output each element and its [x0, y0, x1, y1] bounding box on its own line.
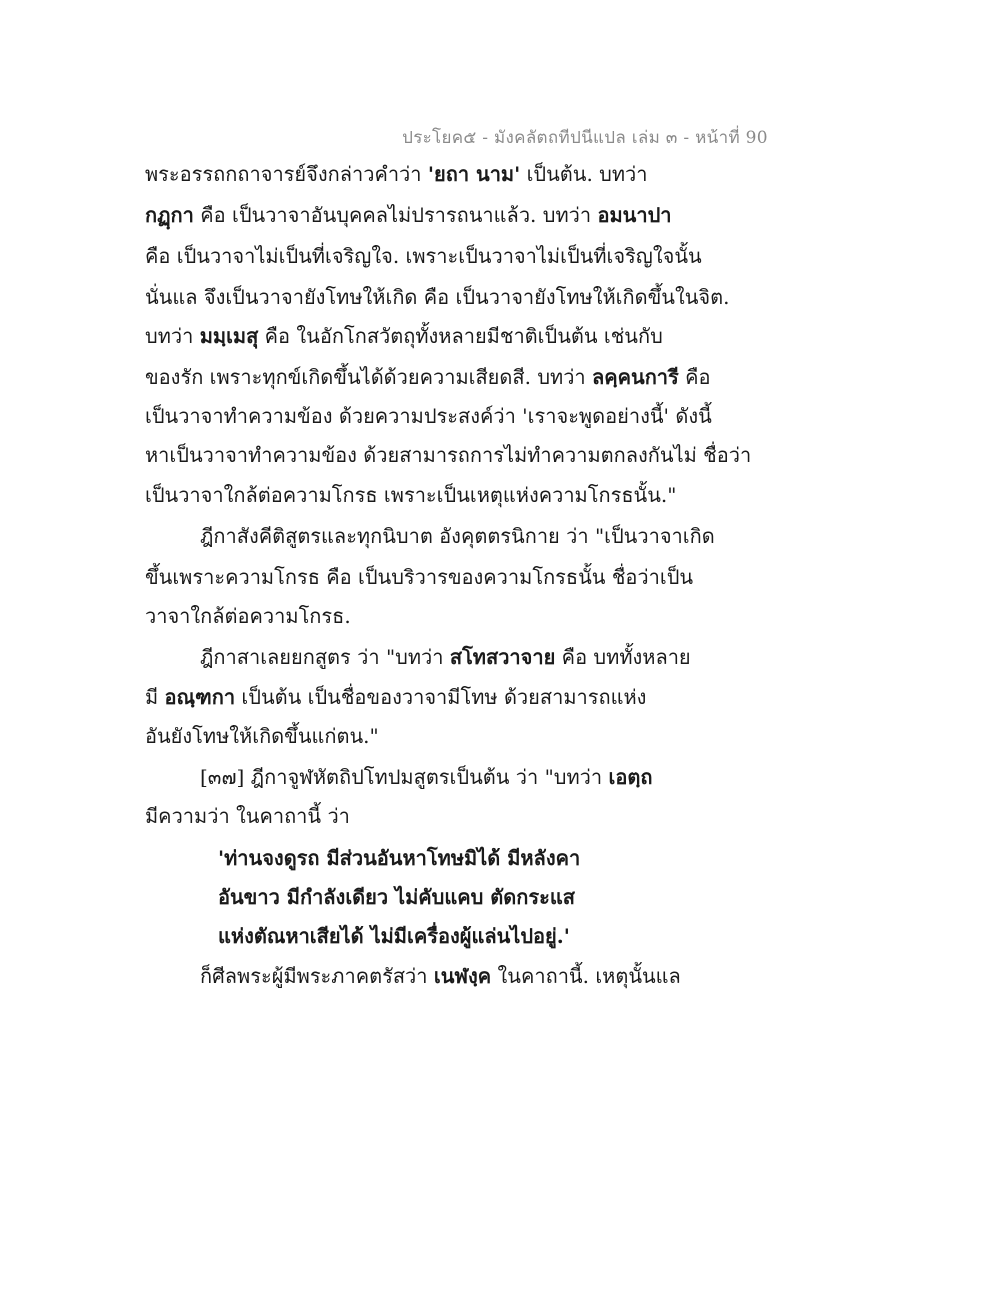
verse-line: อันขาว มีกำลังเดียว ไม่คับแคบ ตัดกระแส: [218, 885, 575, 909]
text-line: วาจาใกล้ต่อความโกรธ.: [145, 604, 351, 628]
text-line: พระอรรถกถาจารย์จึงกล่าวคำว่า 'ยถา นาม' เป็นต้น. บทว่า: [145, 162, 648, 186]
text-line: มีความว่า ในคาถานี้ ว่า: [145, 804, 350, 828]
text-line: ฎีกาสังคีติสูตรและทุกนิบาต อังคุตตรนิกาย ว่า "เป็นวาจาเกิด: [200, 524, 715, 548]
text-line: อันยังโทษให้เกิดขึ้นแก่ตน.": [145, 724, 379, 748]
verse-line: 'ท่านจงดูรถ มีส่วนอันหาโทษมิได้ มีหลังคา: [218, 846, 581, 870]
text-line: ขึ้นเพราะความโกรธ คือ เป็นบริวารของความโกรธนั้น ชื่อว่าเป็น: [145, 565, 694, 589]
text-line: เป็นวาจาใกล้ต่อความโกรธ เพราะเป็นเหตุแห่งความโกรธนั้น.": [145, 483, 677, 507]
verse-line: แห่งตัณหาเสียได้ ไม่มีเครื่องผู้แล่นไปอยู่.': [218, 924, 570, 948]
text-line: [๓๗] ฎีกาจูฬหัตถิปโทปมสูตรเป็นต้น ว่า "บทว่า เอตฺถ: [200, 765, 653, 789]
text-line: เป็นวาจาทำความข้อง ด้วยความประสงค์ว่า 'เราจะพูดอย่างนี้' ดังนี้: [145, 404, 712, 428]
text-line: หาเป็นวาจาทำความข้อง ด้วยสามารถการไม่ทำความตกลงกันไม่ ชื่อว่า: [145, 443, 752, 467]
text-line: ฎีกาสาเลยยกสูตร ว่า "บทว่า สโทสวาจาย คือ บททั้งหลาย: [200, 645, 691, 669]
text-line: มี อณฺฑกา เป็นต้น เป็นชื่อของวาจามีโทษ ด้วยสามารถแห่ง: [145, 685, 647, 709]
page-header: ประโยค๕ - มังคลัตถทีปนีแปล เล่ม ๓ - หน้าที่ 90: [402, 128, 768, 148]
text-line: นั่นแล จึงเป็นวาจายังโทษให้เกิด คือ เป็นวาจายังโทษให้เกิดขึ้นในจิต.: [145, 285, 730, 309]
text-line: บทว่า มมฺเมสุ คือ ในอักโกสวัตถุทั้งหลายมีชาติเป็นต้น เช่นกับ: [145, 324, 663, 348]
text-line: คือ เป็นวาจาไม่เป็นที่เจริญใจ. เพราะเป็นวาจาไม่เป็นที่เจริญใจนั้น: [145, 244, 702, 268]
text-line: กฏฺกา คือ เป็นวาจาอันบุคคลไม่ปรารถนาแล้ว. บทว่า อมนาปา: [145, 203, 672, 227]
text-line: ก็ศีลพระผู้มีพระภาคตรัสว่า เนฬงฺค ในคาถานี้. เหตุนั้นแล: [200, 964, 681, 988]
text-line: ของรัก เพราะทุกข์เกิดขึ้นได้ด้วยความเสียดสี. บทว่า ลคฺคนการี คือ: [145, 365, 711, 389]
